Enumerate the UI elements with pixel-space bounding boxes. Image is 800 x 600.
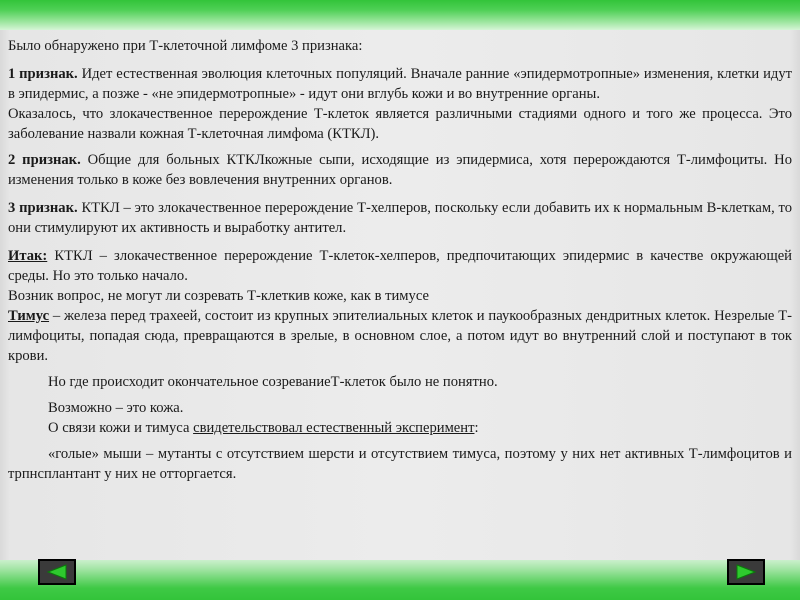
sign-1-conclusion: Оказалось, что злокачественное перерождение Т-клеток является различными стадиями одного и того же процесса. Это заболевание назвали кожная Т-клеточная лимфома (КТКЛ). [8, 106, 792, 142]
summary-question: Возник вопрос, не могут ли созревать Т-клеткив коже, как в тимусе [8, 288, 429, 304]
sign-3-text: КТКЛ – это злокачественное перерождение Т-хелперов, поскольку если добавить их к нормальным В-клеткам, то они стимулируют их активность и выработку антител. [8, 200, 792, 236]
slide-text [8, 36, 792, 484]
sign-3-label: 3 признак. [8, 200, 78, 216]
thymus-text: – железа перед трахеей, состоит из крупных эпителиальных клеток и паукообразных дендритных клеток. Незрелые Т-лимфоциты, попадая сюда, превращаются в зрелые, в основном слое, а потом идут во внутренний слой и поступают в ток крови. [8, 308, 792, 364]
previous-slide-button[interactable] [38, 559, 76, 585]
intro-text: Было обнаружено при Т-клеточной лимфоме 3 признака: [8, 38, 363, 54]
mice-text: «голые» мыши – мутанты с отсутствием шерсти и отсутствием тимуса, поэтому у них нет активных Т-лимфоцитов и трпнсплантант у них не отторгается. [8, 446, 792, 482]
sign-2-text: Общие для больных КТКЛкожные сыпи, исходящие из эпидермиса, хотя перерождаются Т-лимфоциты. Но изменения только в коже без вовлечения внутренних органов. [8, 152, 792, 188]
thymus-label: Тимус [8, 308, 50, 324]
sign-2-paragraph [8, 150, 792, 190]
natural-experiment-text: свидетельствовал естественный эксперимент [193, 420, 475, 436]
arrow-right-icon [734, 564, 758, 580]
link-after: : [474, 420, 479, 436]
sign-3-paragraph [8, 198, 792, 238]
unknown-text: Но где происходит окончательное созреваниеТ-клеток было не понятно. [48, 374, 498, 390]
thymus-paragraph [8, 306, 792, 366]
sign-1-paragraph [8, 64, 792, 104]
next-slide-button[interactable] [727, 559, 765, 585]
sign-1-label: 1 признак. [8, 66, 78, 82]
sign-1-text: Идет естественная эволюция клеточных популяций. Вначале ранние «эпидермотропные» изменения, клетки идут в эпидермис, а позже - «не эпидермотропные» - идут они вглубь кожи и во внутренние органы. [8, 66, 792, 102]
link-paragraph [8, 418, 792, 438]
sign-2-label: 2 признак. [8, 152, 81, 168]
summary-label: Итак: [8, 248, 48, 264]
summary-paragraph [8, 246, 792, 286]
arrow-left-icon [45, 564, 69, 580]
summary-text: КТКЛ – злокачественное перерождение Т-клеток-хелперов, предпочитающих эпидермис в качестве окружающей среды. Но это только начало. [8, 248, 792, 284]
link-before: О связи кожи и тимуса [48, 420, 194, 436]
maybe-text: Возможно – это кожа. [48, 400, 184, 416]
